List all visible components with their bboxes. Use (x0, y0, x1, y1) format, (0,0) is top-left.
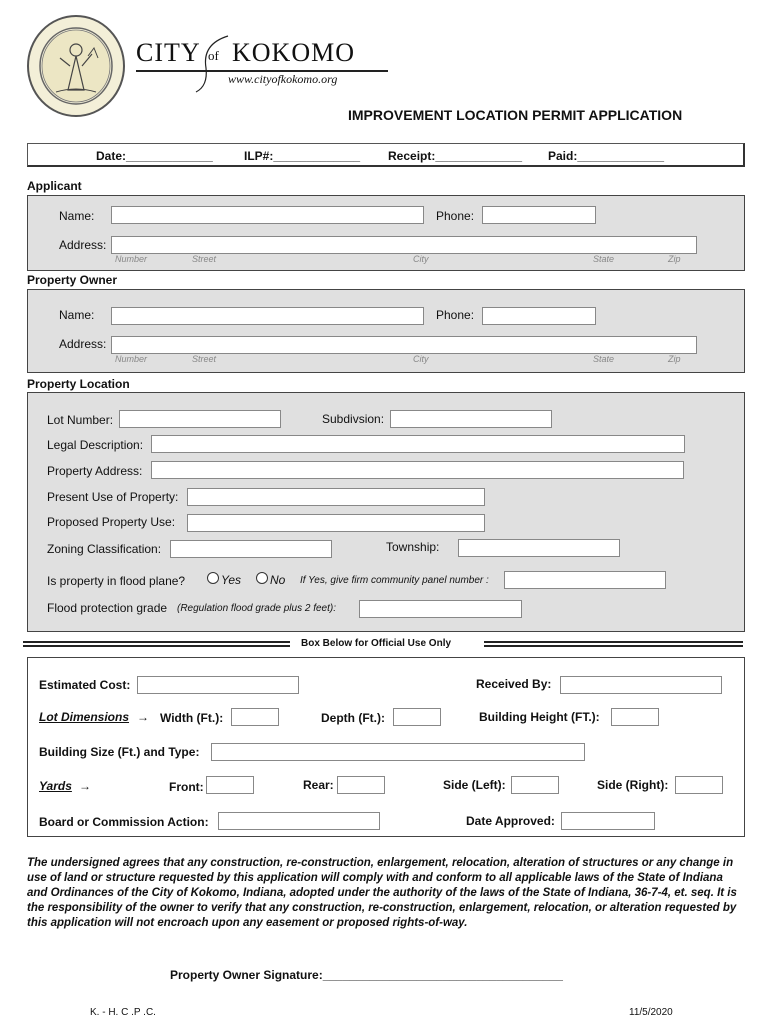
board-action-input[interactable] (218, 812, 380, 830)
front-input[interactable] (206, 776, 254, 794)
owner-title: Property Owner (27, 273, 118, 287)
township-input[interactable] (458, 539, 620, 557)
city-seal (26, 14, 126, 118)
owner-name-label: Name: (59, 308, 95, 322)
zoning-label: Zoning Classification: (47, 542, 162, 556)
lot-dimensions-label: Lot Dimensions (39, 710, 130, 724)
official-box (27, 657, 745, 837)
rear-input[interactable] (337, 776, 385, 794)
width-label: Width (Ft.): (160, 711, 224, 725)
subdivision-label: Subdivsion: (322, 412, 385, 426)
owner-hint-city: City (413, 354, 429, 364)
applicant-address-input[interactable] (111, 236, 697, 254)
applicant-hint-zip: Zip (668, 254, 681, 264)
owner-phone-label: Phone: (436, 308, 475, 322)
proposed-use-input[interactable] (187, 514, 485, 532)
applicant-phone-input[interactable] (482, 206, 596, 224)
owner-box (27, 289, 745, 373)
received-by-input[interactable] (560, 676, 722, 694)
logo-of-word: of (208, 48, 219, 63)
lot-number-input[interactable] (119, 410, 281, 428)
applicant-name-input[interactable] (111, 206, 424, 224)
township-label: Township: (386, 540, 440, 554)
applicant-box (27, 195, 745, 271)
disclaimer-text: The undersigned agrees that any construction, re-construction, enlargement, relocation, alteration of structures or any change in use of land or structure requested by this application will comply with and conform to all applicable laws of the State of Indiana and Ordinances of the City of Kokomo, Indiana, adopted under the authority of the laws of the State of Indiana, 36-7-4, et. seq. It is the responsibility of the owner to verify that any construction, re-construction, enlargement, relocation, or alteration requested by this application will not encroach upon any easement or proposed rights-of-way. (27, 857, 737, 929)
owner-phone-input[interactable] (482, 307, 596, 325)
property-address-input[interactable] (151, 461, 684, 479)
logo-website: www.cityofkokomo.org (228, 72, 338, 86)
location-title: Property Location (27, 377, 130, 391)
side-left-input[interactable] (511, 776, 559, 794)
official-bar-right (484, 641, 743, 647)
owner-signature-line: Property Owner Signature:____________________________________ (170, 968, 563, 982)
flood-panel-input[interactable] (504, 571, 666, 589)
footer-left: K. - H. C .P .C. (90, 1007, 156, 1018)
page-title: IMPROVEMENT LOCATION PERMIT APPLICATION (348, 107, 683, 123)
building-height-input[interactable] (611, 708, 659, 726)
subdivision-input[interactable] (390, 410, 552, 428)
front-label: Front: (169, 780, 204, 794)
applicant-hint-street: Street (192, 254, 217, 264)
owner-address-label: Address: (59, 337, 107, 351)
rear-label: Rear: (303, 778, 334, 792)
received-by-label: Received By: (476, 677, 552, 691)
ilp-line: ILP#:_____________ (244, 149, 361, 163)
depth-input[interactable] (393, 708, 441, 726)
office-info-bar (27, 143, 745, 167)
applicant-title: Applicant (27, 179, 82, 193)
proposed-use-label: Proposed Property Use: (47, 515, 176, 529)
side-right-input[interactable] (675, 776, 723, 794)
owner-hint-street: Street (192, 354, 217, 364)
date-approved-input[interactable] (561, 812, 655, 830)
building-height-label: Building Height (FT.): (479, 710, 600, 724)
applicant-name-label: Name: (59, 209, 95, 223)
logo-swoosh (192, 34, 232, 94)
building-size-label: Building Size (Ft.) and Type: (39, 745, 200, 759)
applicant-phone-label: Phone: (436, 209, 475, 223)
lot-dimensions-arrow: → (137, 710, 149, 724)
present-use-input[interactable] (187, 488, 485, 506)
owner-address-input[interactable] (111, 336, 697, 354)
applicant-hint-number: Number (115, 254, 148, 264)
legal-description-input[interactable] (151, 435, 685, 453)
yards-label: Yards (39, 779, 72, 793)
estimated-cost-label: Estimated Cost: (39, 678, 131, 692)
owner-name-input[interactable] (111, 307, 424, 325)
depth-label: Depth (Ft.): (321, 711, 385, 725)
side-left-label: Side (Left): (443, 778, 506, 792)
flood-no-label: No (270, 573, 286, 587)
official-bar-left (23, 641, 290, 647)
city-logo (136, 34, 396, 94)
official-use-label: Box Below for Official Use Only (301, 638, 452, 649)
flood-yes-radio[interactable] (207, 572, 219, 584)
date-approved-label: Date Approved: (466, 814, 555, 828)
zoning-input[interactable] (170, 540, 332, 558)
date-line: Date:_____________ (96, 149, 213, 163)
side-right-label: Side (Right): (597, 778, 669, 792)
flood-grade-input[interactable] (359, 600, 522, 618)
lot-number-label: Lot Number: (47, 413, 114, 427)
flood-panel-label: If Yes, give firm community panel number : (300, 575, 489, 586)
applicant-hint-state: State (593, 254, 615, 264)
flood-yes-label: Yes (221, 573, 242, 587)
flood-question-label: Is property in flood plane? (47, 574, 186, 588)
board-action-label: Board or Commission Action: (39, 815, 209, 829)
flood-grade-note: (Regulation flood grade plus 2 feet): (177, 603, 336, 614)
flood-no-radio[interactable] (256, 572, 268, 584)
width-input[interactable] (231, 708, 279, 726)
location-box (27, 392, 745, 632)
footer-date: 11/5/2020 (629, 1007, 673, 1018)
logo-kokomo-word: KOKOMO (232, 38, 355, 67)
yards-arrow: → (79, 779, 91, 793)
applicant-hint-city: City (413, 254, 429, 264)
estimated-cost-input[interactable] (137, 676, 299, 694)
applicant-address-label: Address: (59, 238, 107, 252)
owner-hint-zip: Zip (668, 354, 681, 364)
paid-line: Paid:_____________ (548, 149, 665, 163)
building-size-input[interactable] (211, 743, 585, 761)
property-address-label: Property Address: (47, 464, 143, 478)
owner-hint-number: Number (115, 354, 148, 364)
legal-description-label: Legal Description: (47, 438, 144, 452)
logo-city-word: CITY (136, 38, 201, 67)
present-use-label: Present Use of Property: (47, 490, 179, 504)
receipt-line: Receipt:_____________ (388, 149, 523, 163)
owner-hint-state: State (593, 354, 615, 364)
flood-grade-label: Flood protection grade (47, 601, 168, 615)
